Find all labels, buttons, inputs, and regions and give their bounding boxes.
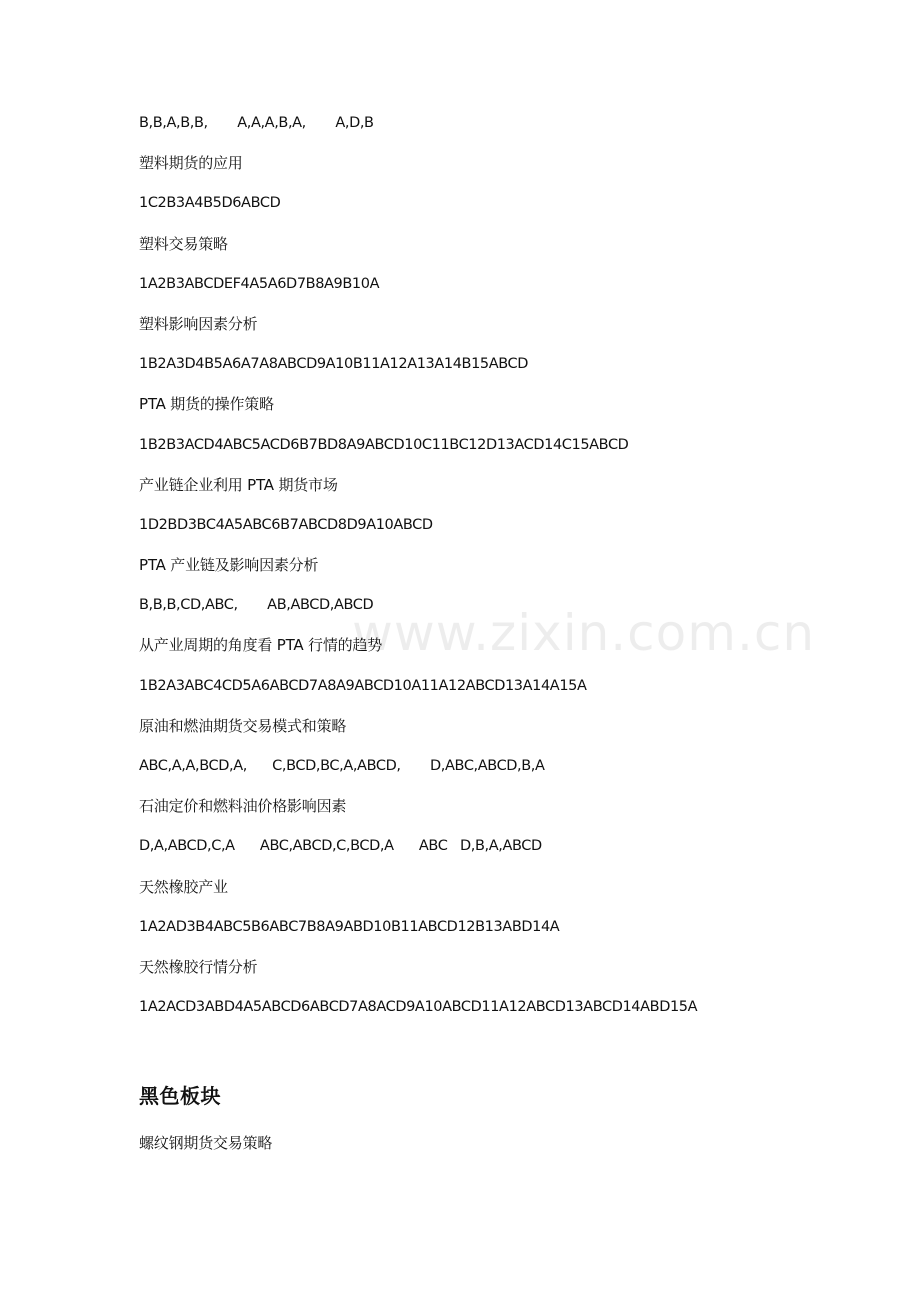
topic-heading: PTA 期货的操作策略 bbox=[139, 395, 274, 414]
answer-line: 1B2B3ACD4ABC5ACD6B7BD8A9ABCD10C11BC12D13ACD14C15ABCD bbox=[139, 436, 629, 453]
watermark: www.zixin.com.cn bbox=[352, 604, 816, 662]
topic-heading: 螺纹钢期货交易策略 bbox=[139, 1134, 273, 1152]
answer-line: 1A2AD3B4ABC5B6ABC7B8A9ABD10B11ABCD12B13ABD14A bbox=[139, 918, 560, 935]
answer-line: D,A,ABCD,C,A ABC,ABCD,C,BCD,A ABC D,B,A,ABCD bbox=[139, 838, 542, 855]
topic-heading: 塑料影响因素分析 bbox=[139, 314, 258, 333]
answer-line: 1B2A3ABC4CD5A6ABCD7A8A9ABCD10A11A12ABCD13A14A15A bbox=[139, 677, 587, 694]
answer-line: ABC,A,A,BCD,A, C,BCD,BC,A,ABCD, D,ABC,ABCD,B,A bbox=[139, 758, 545, 774]
topic-heading: 塑料交易策略 bbox=[139, 234, 228, 253]
answer-line: B,B,B,CD,ABC, AB,ABCD,ABCD bbox=[139, 597, 374, 614]
topic-heading: 原油和燃油期货交易模式和策略 bbox=[139, 716, 347, 735]
answer-line: B,B,A,B,B, A,A,A,B,A, A,D,B bbox=[139, 115, 374, 131]
topic-heading: 天然橡胶产业 bbox=[139, 877, 228, 896]
section-title: 黑色板块 bbox=[139, 1084, 221, 1108]
answer-list bbox=[139, 111, 879, 1035]
topic-heading: 石油定价和燃料油价格影响因素 bbox=[139, 797, 347, 816]
topic-heading: 天然橡胶行情分析 bbox=[139, 957, 258, 976]
answer-line: 1D2BD3BC4A5ABC6B7ABCD8D9A10ABCD bbox=[139, 516, 433, 533]
answer-line: 1B2A3D4B5A6A7A8ABCD9A10B11A12A13A14B15ABCD bbox=[139, 356, 529, 373]
topic-heading: 塑料期货的应用 bbox=[139, 154, 243, 173]
answer-line: 1A2B3ABCDEF4A5A6D7B8A9B10A bbox=[139, 275, 380, 292]
answer-line: 1A2ACD3ABD4A5ABCD6ABCD7A8ACD9A10ABCD11A12ABCD13ABCD14ABD15A bbox=[139, 999, 698, 1016]
answer-line: 1C2B3A4B5D6ABCD bbox=[139, 195, 281, 212]
topic-heading: PTA 产业链及影响因素分析 bbox=[139, 556, 319, 575]
topic-heading: 产业链企业利用 PTA 期货市场 bbox=[139, 475, 338, 494]
topic-heading: 从产业周期的角度看 PTA 行情的趋势 bbox=[139, 636, 383, 655]
